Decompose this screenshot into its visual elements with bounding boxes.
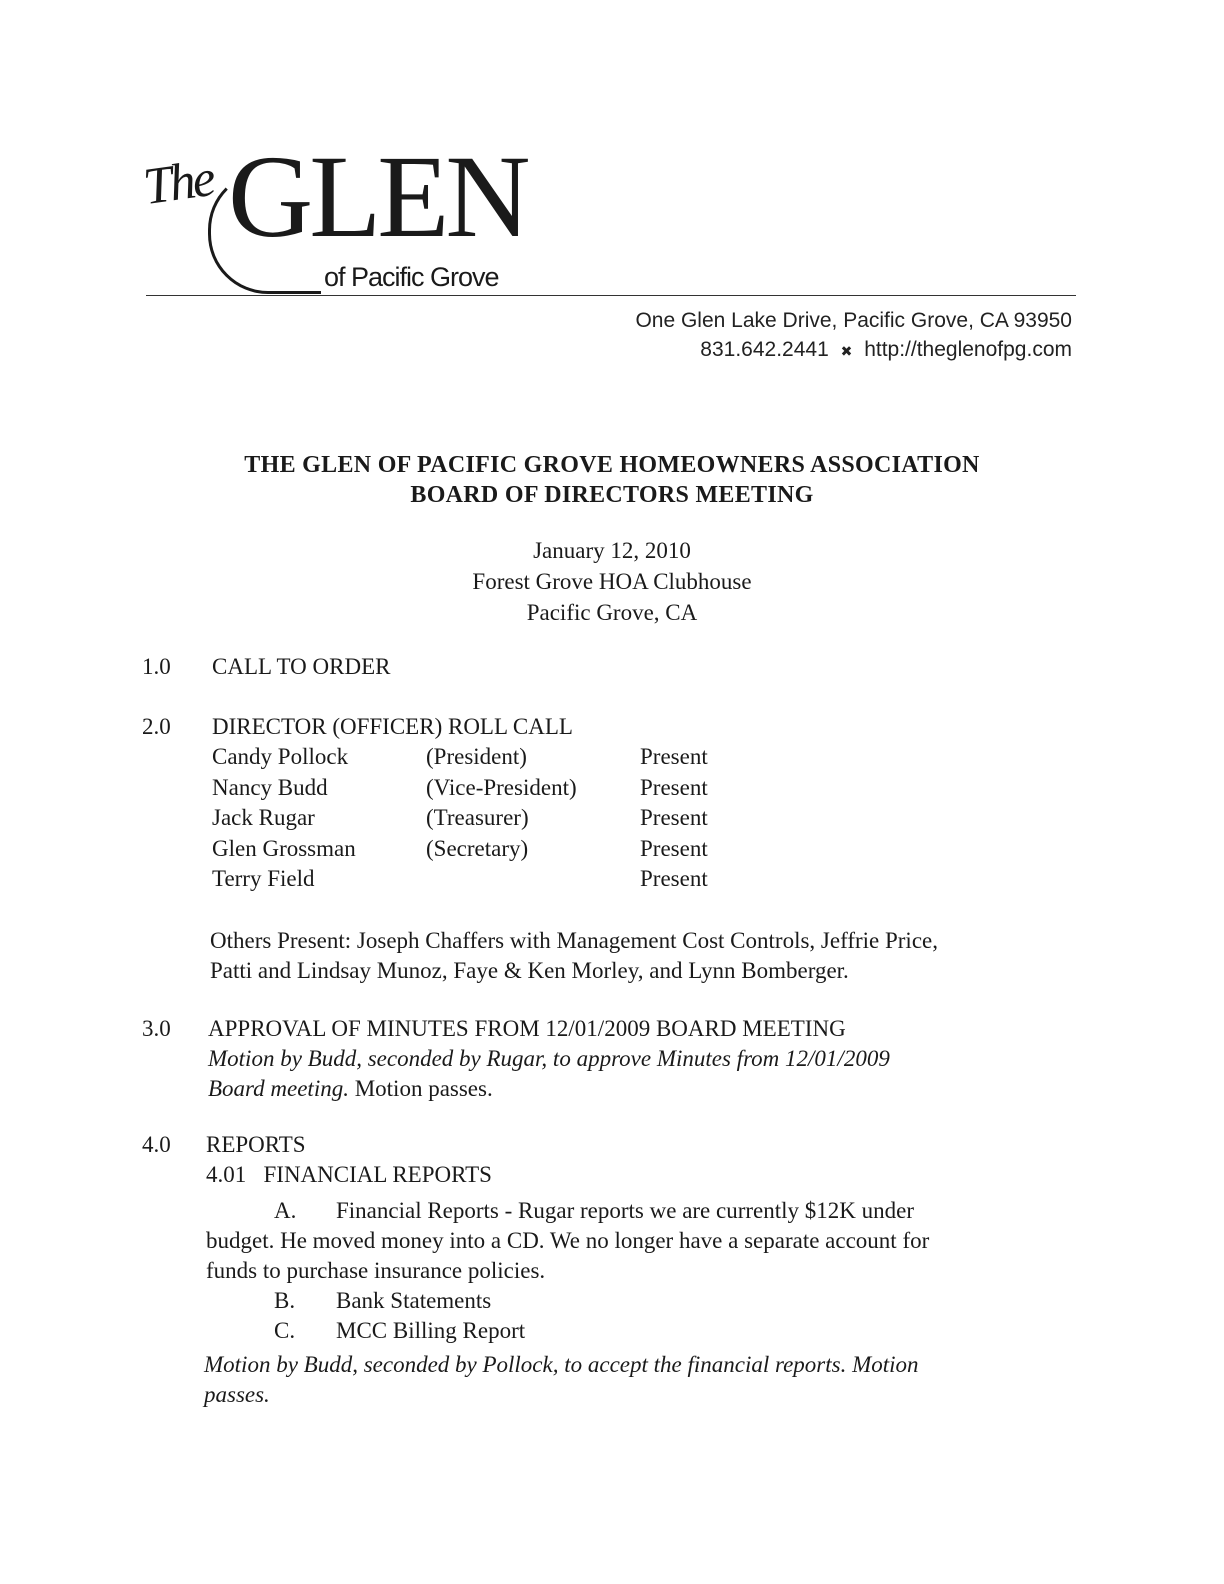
title-line-1: THE GLEN OF PACIFIC GROVE HOMEOWNERS ASSOCIATION [244, 452, 980, 478]
director-role: (Vice-President) [426, 774, 577, 800]
item-letter: A. [274, 1198, 297, 1223]
logo-glen: GLEN [228, 131, 527, 262]
item-b [206, 1286, 1066, 1316]
item-a-line-1 [206, 1196, 1066, 1226]
meeting-info [0, 535, 1224, 628]
item-a-text: Financial Reports - Rugar reports we are currently $12K under [336, 1198, 915, 1223]
director-role: (Treasurer) [426, 805, 529, 830]
motion-text [208, 1044, 1068, 1104]
section-number: 4.0 [142, 1132, 171, 1157]
logo-the: The [139, 149, 217, 217]
phone-number: 831.642.2441 [700, 338, 829, 361]
motion-line-1: Motion by Budd, seconded by Pollock, to accept the financial reports. Motion [204, 1352, 919, 1377]
roll-call-table [212, 742, 708, 895]
item-c [206, 1316, 1066, 1346]
item-b-text: Bank Statements [336, 1288, 492, 1313]
table-row [212, 864, 708, 895]
meeting-date: January 12, 2010 [533, 538, 691, 563]
meeting-city: Pacific Grove, CA [526, 600, 698, 625]
section-title: REPORTS [206, 1132, 306, 1157]
item-c-text: MCC Billing Report [336, 1318, 526, 1343]
title-line-2: BOARD OF DIRECTORS MEETING [410, 482, 814, 508]
item-letter: C. [274, 1318, 296, 1343]
subsection-number: 4.01 [206, 1162, 247, 1187]
subsection-4-01 [206, 1160, 1066, 1190]
table-row [212, 803, 708, 834]
attendance-status: Present [640, 805, 708, 830]
attendance-status: Present [640, 866, 708, 891]
letterhead-rule [146, 295, 1076, 296]
motion-line-2: passes. [204, 1382, 270, 1407]
section-title: CALL TO ORDER [212, 654, 391, 679]
director-name: Jack Rugar [212, 805, 315, 830]
table-row [212, 773, 708, 804]
section-title: APPROVAL OF MINUTES FROM 12/01/2009 BOARD MEETING [208, 1016, 846, 1041]
attendance-status: Present [640, 835, 708, 861]
subsection-title: FINANCIAL REPORTS [263, 1162, 492, 1187]
motion-line-1: Motion by Budd, seconded by Rugar, to approve Minutes from 12/01/2009 [208, 1046, 890, 1071]
item-a [206, 1196, 1066, 1286]
section-title: DIRECTOR (OFFICER) ROLL CALL [212, 714, 573, 739]
section-number: 3.0 [142, 1016, 171, 1041]
item-letter: B. [274, 1288, 296, 1313]
others-line-1: Others Present: Joseph Chaffers with Management Cost Controls, Jeffrie Price, [210, 928, 938, 953]
section-number: 1.0 [142, 654, 171, 679]
website-link[interactable]: http://theglenofpg.com [864, 338, 1072, 361]
attendance-status: Present [640, 774, 708, 800]
financial-motion [204, 1350, 1064, 1410]
document-title [0, 450, 1224, 510]
others-line-2: Patti and Lindsay Munoz, Faye & Ken Morley, and Lynn Bomberger. [210, 958, 849, 983]
director-name: Candy Pollock [212, 744, 349, 769]
meeting-location: Forest Grove HOA Clubhouse [472, 569, 752, 594]
director-role: (President) [426, 744, 527, 769]
table-row [212, 742, 708, 773]
letterhead-address [635, 306, 1072, 366]
logo-subtitle: of Pacific Grove [324, 262, 499, 292]
director-name: Terry Field [212, 866, 315, 891]
contact-line [635, 335, 1072, 366]
item-a-line-2: budget. He moved money into a CD. We no longer have a separate account for [206, 1228, 930, 1253]
attendance-status: Present [640, 744, 708, 769]
director-role [426, 864, 640, 895]
separator-icon: ✖ [840, 343, 853, 359]
director-role: (Secretary) [426, 835, 529, 861]
motion-line-2-italic: Board meeting. [208, 1076, 349, 1101]
motion-line-2-plain: Motion passes. [348, 1076, 493, 1101]
motion-line-2 [208, 1074, 1068, 1104]
item-a-line-3: funds to purchase insurance policies. [206, 1258, 546, 1283]
others-present [210, 926, 1070, 986]
glen-logo [139, 131, 548, 292]
director-name: Nancy Budd [212, 774, 328, 800]
table-row [212, 834, 708, 865]
address-line: One Glen Lake Drive, Pacific Grove, CA 93950 [635, 309, 1072, 332]
director-name: Glen Grossman [212, 835, 356, 861]
section-number: 2.0 [142, 714, 171, 739]
